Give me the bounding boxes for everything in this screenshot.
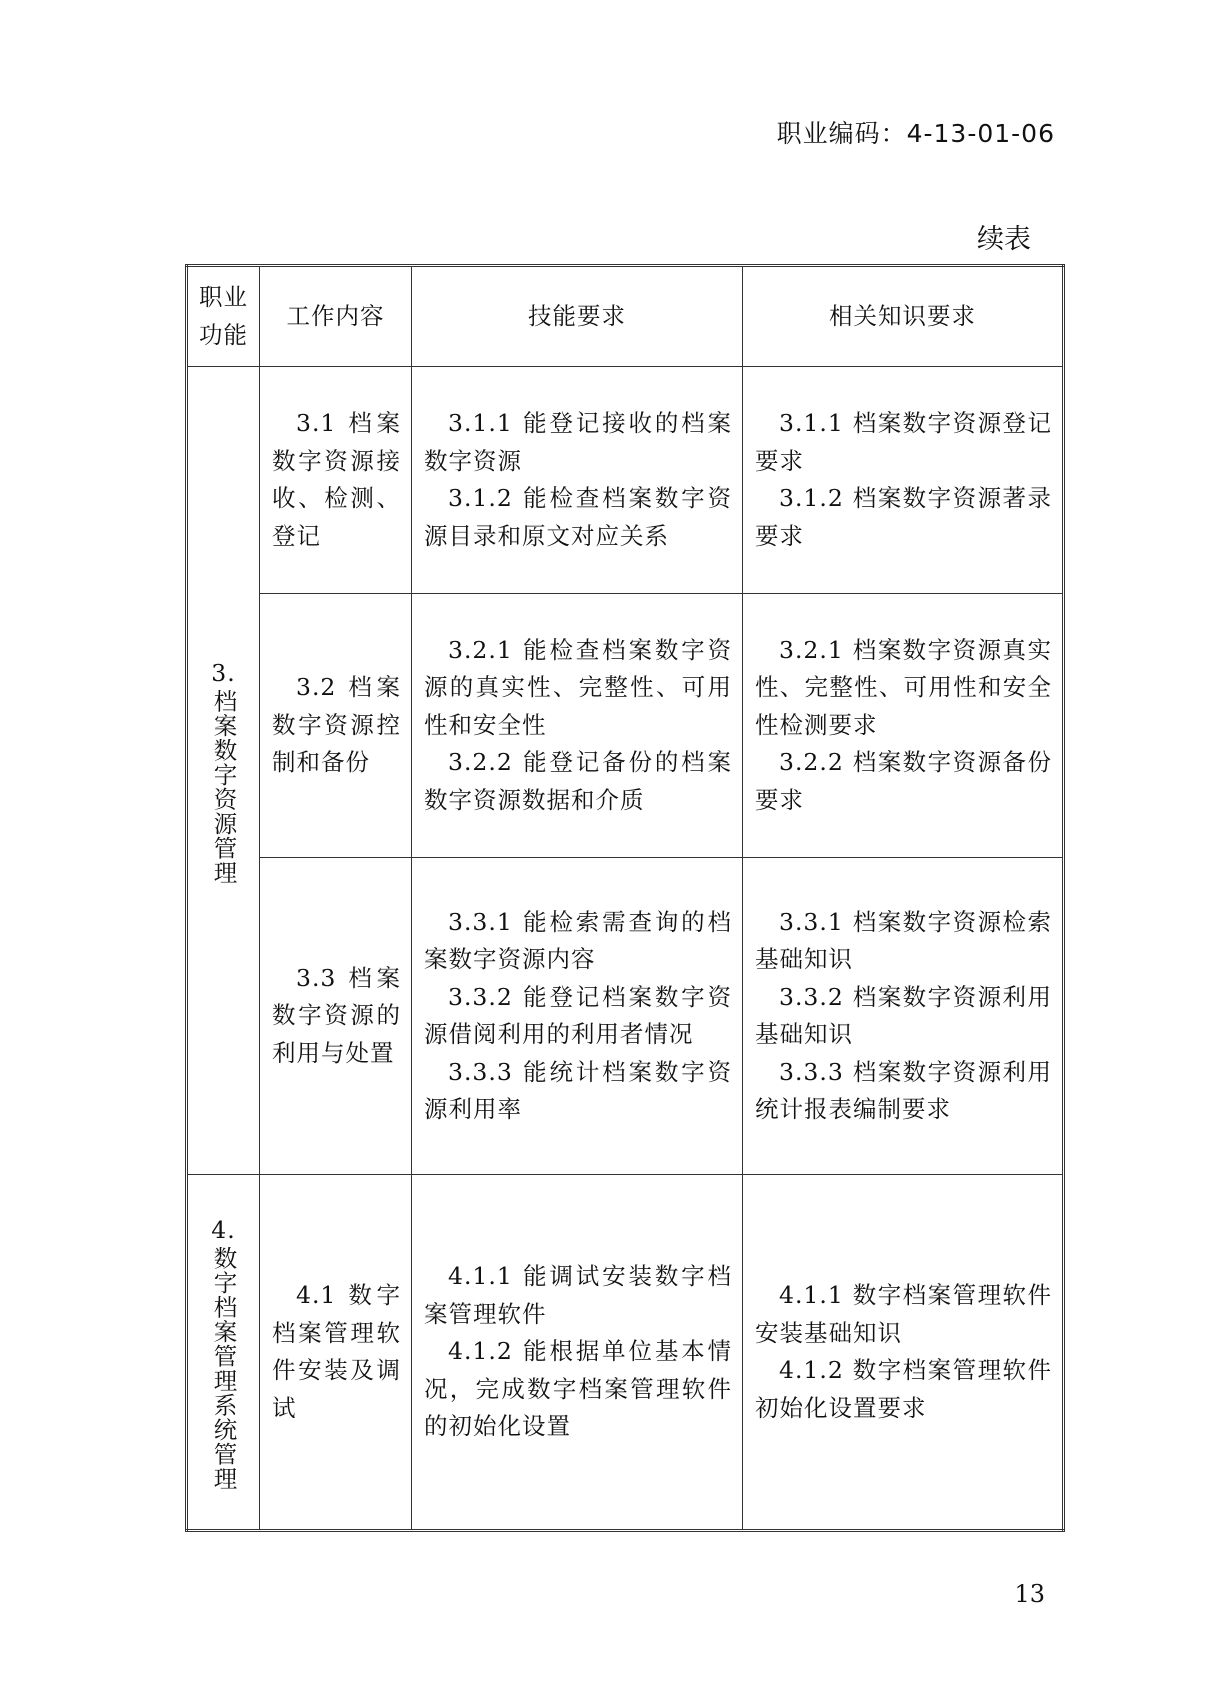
skills-cell: [412, 858, 743, 1175]
table-row: [187, 858, 1064, 1175]
skill-item: 3.3.3 能统计档案数字资源利用率: [424, 1057, 732, 1123]
skills-cell: [412, 594, 743, 858]
knowledge-item: 4.1.2 数字档案管理软件初始化设置要求: [755, 1356, 1052, 1422]
knowledge-item: 3.3.3 档案数字资源利用统计报表编制要求: [755, 1057, 1052, 1123]
table-header-row: [187, 266, 1064, 367]
knowledge-cell: [743, 858, 1064, 1175]
column-header-function: 职业功能: [187, 266, 260, 367]
continued-label: 续表: [977, 224, 1031, 255]
function-name: 档案数字资源管理: [209, 688, 238, 885]
skill-item: 3.3.1 能检索需查询的档案数字资源内容: [424, 907, 732, 973]
occupation-code: 职业编码：4-13-01-06: [776, 119, 1055, 148]
column-header-work-content: 工作内容: [260, 266, 412, 367]
function-cell-3: [187, 367, 260, 1175]
function-name: 数字档案管理系统管理: [209, 1245, 238, 1491]
function-number: 3.: [211, 658, 236, 687]
skill-item: 4.1.2 能根据单位基本情况，完成数字档案管理软件的初始化设置: [424, 1337, 732, 1441]
requirements-table: [185, 264, 1065, 1532]
skill-item: 3.2.2 能登记备份的档案数字资源数据和介质: [424, 748, 732, 814]
table-row: [187, 1175, 1064, 1531]
work-content-cell: 3.1 档案数字资源接收、检测、登记: [260, 367, 412, 594]
column-header-knowledge: 相关知识要求: [743, 266, 1064, 367]
work-content-cell: 3.3 档案数字资源的利用与处置: [260, 858, 412, 1175]
table-row: [187, 367, 1064, 594]
knowledge-item: 3.2.2 档案数字资源备份要求: [755, 748, 1052, 814]
knowledge-item: 3.2.1 档案数字资源真实性、完整性、可用性和安全性检测要求: [755, 635, 1052, 739]
page-number: 13: [1014, 1580, 1045, 1608]
skill-item: 4.1.1 能调试安装数字档案管理软件: [424, 1262, 732, 1328]
skill-item: 3.1.1 能登记接收的档案数字资源: [424, 409, 732, 475]
knowledge-item: 3.1.2 档案数字资源著录要求: [755, 484, 1052, 550]
knowledge-item: 4.1.1 数字档案管理软件安装基础知识: [755, 1281, 1052, 1347]
knowledge-cell: [743, 367, 1064, 594]
knowledge-item: 3.3.2 档案数字资源利用基础知识: [755, 982, 1052, 1048]
skills-cell: [412, 1175, 743, 1531]
table-row: [187, 594, 1064, 858]
function-number: 4.: [211, 1215, 236, 1244]
work-content-cell: 4.1 数字档案管理软件安装及调试: [260, 1175, 412, 1531]
skills-cell: [412, 367, 743, 594]
knowledge-cell: [743, 594, 1064, 858]
work-content-cell: 3.2 档案数字资源控制和备份: [260, 594, 412, 858]
knowledge-item: 3.3.1 档案数字资源检索基础知识: [755, 907, 1052, 973]
skill-item: 3.1.2 能检查档案数字资源目录和原文对应关系: [424, 484, 732, 550]
skill-item: 3.3.2 能登记档案数字资源借阅利用的利用者情况: [424, 982, 732, 1048]
knowledge-cell: [743, 1175, 1064, 1531]
column-header-skills: 技能要求: [412, 266, 743, 367]
knowledge-item: 3.1.1 档案数字资源登记要求: [755, 409, 1052, 475]
function-cell-4: [187, 1175, 260, 1531]
skill-item: 3.2.1 能检查档案数字资源的真实性、完整性、可用性和安全性: [424, 635, 732, 739]
